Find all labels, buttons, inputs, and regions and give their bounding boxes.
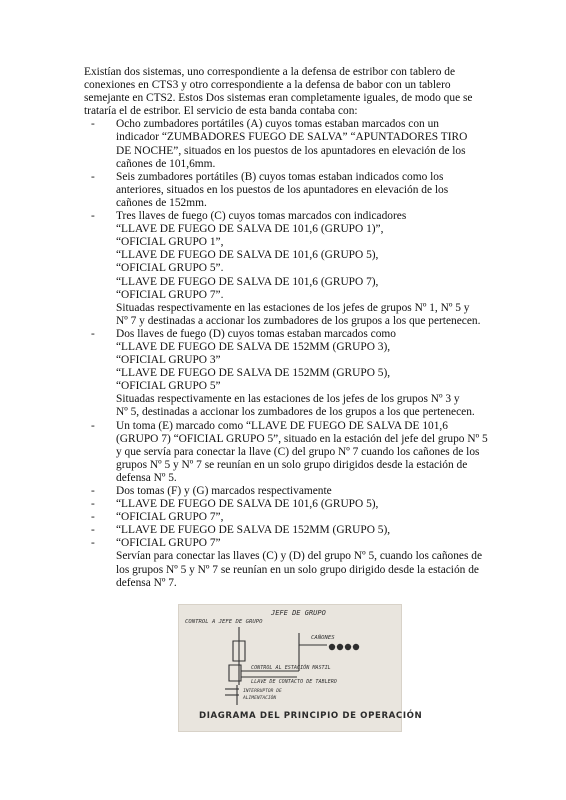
bullet-item [84,537,484,589]
bullet-line: “LLAVE DE FUEGO DE SALVA DE 152MM (GRUPO 5), [116,524,391,537]
bullet-line: defensa Nº 5. [116,471,177,484]
bullet-line: “OFICIAL GRUPO 7”, [116,511,224,524]
bullet-line: cañones de 152mm. [116,196,207,209]
bullet-line: y que servía para conectar la llave (C) del grupo Nº 7 cuando los cañones de los [116,445,480,458]
bullet-dash: - [91,511,95,524]
bullet-list [84,118,488,589]
label-alimentacion: ALIMENTACIÓN [243,696,277,701]
diagram-title: DIAGRAMA DEL PRINCIPIO DE OPERACIÓN [199,711,423,721]
bullet-line: Seis zumbadores portátiles (B) cuyos tomas estaban indicados como los [116,170,444,183]
document-body [84,66,488,590]
bullet-dash: - [91,498,95,511]
bullet-dash: - [91,170,95,183]
bullet-line: “LLAVE DE FUEGO DE SALVA DE 101,6 (GRUPO 5), [116,249,379,262]
bullet-line: Nº 5, destinadas a accionar los zumbadores de los grupos a los que pertenecen. [116,406,475,419]
bullet-item [84,328,484,420]
bullet-line: Un toma (E) marcado como “LLAVE DE FUEGO DE SALVA DE 101,6 [116,419,448,432]
bullet-item [84,485,484,498]
bullet-line: “LLAVE DE FUEGO DE SALVA DE 101,6 (GRUPO 5), [116,498,379,511]
bullet-line: Nº 7 y destinadas a accionar los zumbadores de los grupos a los que pertenecen. [116,314,481,327]
bullet-line: anteriores, situados en los puestos de los apuntadores en elevación de los [116,183,449,196]
bullet-line: “OFICIAL GRUPO 7”. [116,288,224,301]
bullet-line: “LLAVE DE FUEGO DE SALVA DE 152MM (GRUPO 3), [116,340,391,353]
bullet-line: indicador “ZUMBADORES FUEGO DE SALVA” “APUNTADORES TIRO [116,131,468,144]
bullet-line: “OFICIAL GRUPO 5”. [116,262,224,275]
intro-line: trataría el de estribor. El servicio de esta banda contaba con: [84,105,358,118]
bullet-line: grupos Nº 5 y Nº 7 se reunían en un solo grupo dirigidos desde la estación de [116,458,468,471]
bullet-line: Dos tomas (F) y (G) marcados respectivamente [116,485,332,497]
bullet-line: “OFICIAL GRUPO 1”, [116,236,224,249]
operation-diagram-figure [178,604,423,732]
bullet-dash: - [91,419,95,432]
label-control-jefe: CONTROL A JEFE DE GRUPO [185,619,263,625]
bullet-dash: - [91,118,95,131]
bullet-item [84,210,484,328]
bullet-line: “OFICIAL GRUPO 7” [116,537,221,550]
bullet-item [84,498,484,511]
label-canones: CAÑONES [311,635,335,641]
intro-paragraph [84,66,484,118]
bullet-dash: - [91,524,95,537]
intro-line: conexiones en CTS3 y otro correspondiente a la defensa de babor con un tablero [84,79,451,92]
bullet-line: “OFICIAL GRUPO 5” [116,380,221,393]
bullet-dash: - [91,485,95,497]
bullet-line: Ocho zumbadores portátiles (A) cuyos tomas estaban marcados con un [116,118,439,131]
bullet-line: DE NOCHE”, situados en los puestos de los apuntadores en elevación de los [116,144,466,157]
bullet-item [84,524,484,537]
bullet-line: “LLAVE DE FUEGO DE SALVA DE 152MM (GRUPO 5), [116,367,391,380]
bullet-line: (GRUPO 7) “OFICIAL GRUPO 5”, situado en la estación del jefe del grupo Nº 5 [116,432,488,445]
label-jefe-de-grupo: JEFE DE GRUPO [271,609,326,617]
bullet-line: Dos llaves de fuego (D) cuyos tomas estaban marcados como [116,327,396,340]
bullet-line: Situadas respectivamente en las estaciones de los jefes de los grupos Nº 3 y [116,393,460,406]
label-control-mastil: CONTROL AL ESTACIÓN MASTIL [251,665,331,671]
bullet-line: Situadas respectivamente en las estaciones de los jefes de grupos Nº 1, Nº 5 y [116,301,470,314]
bullet-line: los grupos Nº 5 y Nº 7 se reunían en un solo grupo dirigido desde la estación de [116,563,479,576]
label-interruptor: INTERRUPTOR DE [243,689,282,694]
bullet-line: “OFICIAL GRUPO 3” [116,354,221,367]
bullet-line: Tres llaves de fuego (C) cuyos tomas marcados con indicadores [116,210,407,223]
bullet-line: “LLAVE DE FUEGO DE SALVA DE 101,6 (GRUPO 1)”, [116,223,384,236]
bullet-dash: - [91,537,95,550]
intro-line: Existían dos sistemas, uno correspondiente a la defensa de estribor con tablero de [84,66,456,78]
bullet-item [84,511,484,524]
bullet-item [84,118,484,170]
bullet-line: cañones de 101,6mm. [116,157,216,170]
bullet-dash: - [91,327,95,340]
bullet-line: “LLAVE DE FUEGO DE SALVA DE 101,6 (GRUPO 7), [116,275,379,288]
intro-line: semejante en CTS2. Estos Dos sistemas eran completamente iguales, de modo que se [84,92,473,105]
bullet-item [84,171,484,210]
bullet-line: Servían para conectar las llaves (C) y (D) del grupo Nº 5, cuando los cañones de [116,550,483,563]
bullet-line: defensa Nº 7. [116,576,177,589]
label-llave-contacto: LLAVE DE CONTACTO DE TABLERO [251,679,337,685]
bullet-dash: - [91,210,95,223]
bullet-item [84,419,488,485]
